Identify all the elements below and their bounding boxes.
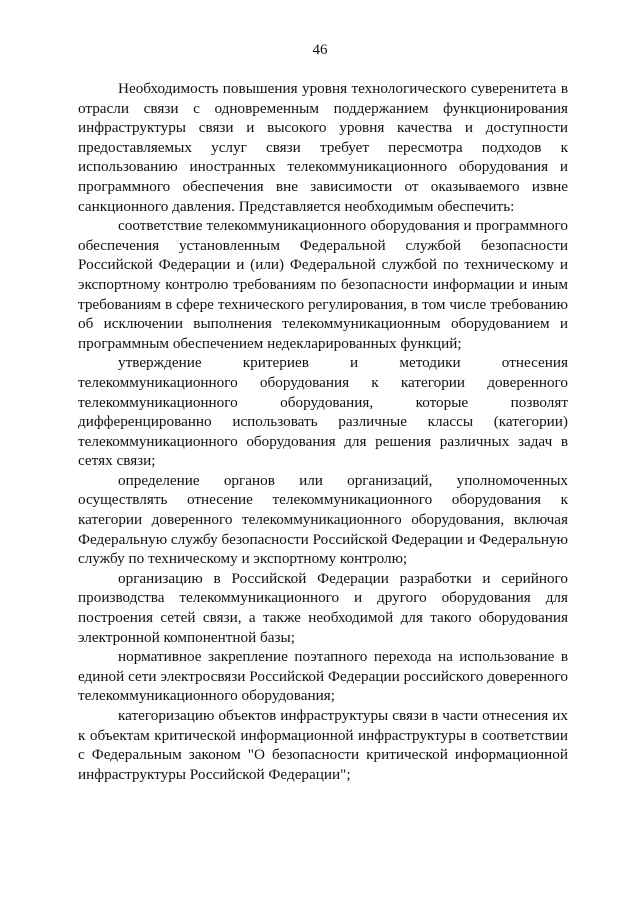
page-number: 46 — [312, 42, 328, 58]
document-body — [78, 79, 568, 784]
paragraph-item-criteria: утверждение критериев и методики отнесения телекоммуникационного оборудования к категории доверенного телекоммуникационного оборудования, которые позволят дифференцированно использовать различные классы (категории) телекоммуникационного оборудования для решения различных задач в сетях связи; — [78, 354, 568, 470]
paragraph-item-categorization: категоризацию объектов инфраструктуры связи в части отнесения их к объектам критической информационной инфраструктуры в соответствии с Федеральным законом "О безопасности критической информационной инфраструктуры Российской Федерации"; — [78, 707, 568, 783]
paragraph-item-transition: нормативное закрепление поэтапного перехода на использование в единой сети электросвязи Российской Федерации российского доверенного телекоммуникационного оборудования; — [78, 648, 568, 705]
paragraph-intro: Необходимость повышения уровня технологического суверенитета в отрасли связи с одновременным поддержанием функционирования инфраструктуры связи и высокого уровня качества и доступности предоставляемых услуг связи требует пересмотра подходов к использованию иностранных телекоммуникационного оборудования и программного обеспечения вне зависимости от оказываемого извне санкционного давления. Представляется необходимым обеспечить: — [78, 80, 568, 215]
paragraph-item-compliance: соответствие телекоммуникационного оборудования и программного обеспечения установленным Федеральной службой безопасности Российской Федерации и (или) Федеральной службой по техническому и экспортному контролю требованиям по безопасности информации и иным требованиям в сфере технического регулирования, в том числе требованию об исключении выполнения телекоммуникационным оборудованием и программным обеспечением недекларированных функций; — [78, 217, 568, 352]
paragraph-item-production: организацию в Российской Федерации разработки и серийного производства телекоммуникационного и другого оборудования для построения сетей связи, а также необходимой для такого оборудования электронной компонентной базы; — [78, 569, 568, 646]
paragraph-item-authorities: определение органов или организаций, уполномоченных осуществлять отнесение телекоммуникационного оборудования к категории доверенного телекоммуникационного оборудования, включая Федеральную службу безопасности Российской Федерации и Федеральную службу по техническому и экспортному контролю; — [78, 471, 568, 568]
